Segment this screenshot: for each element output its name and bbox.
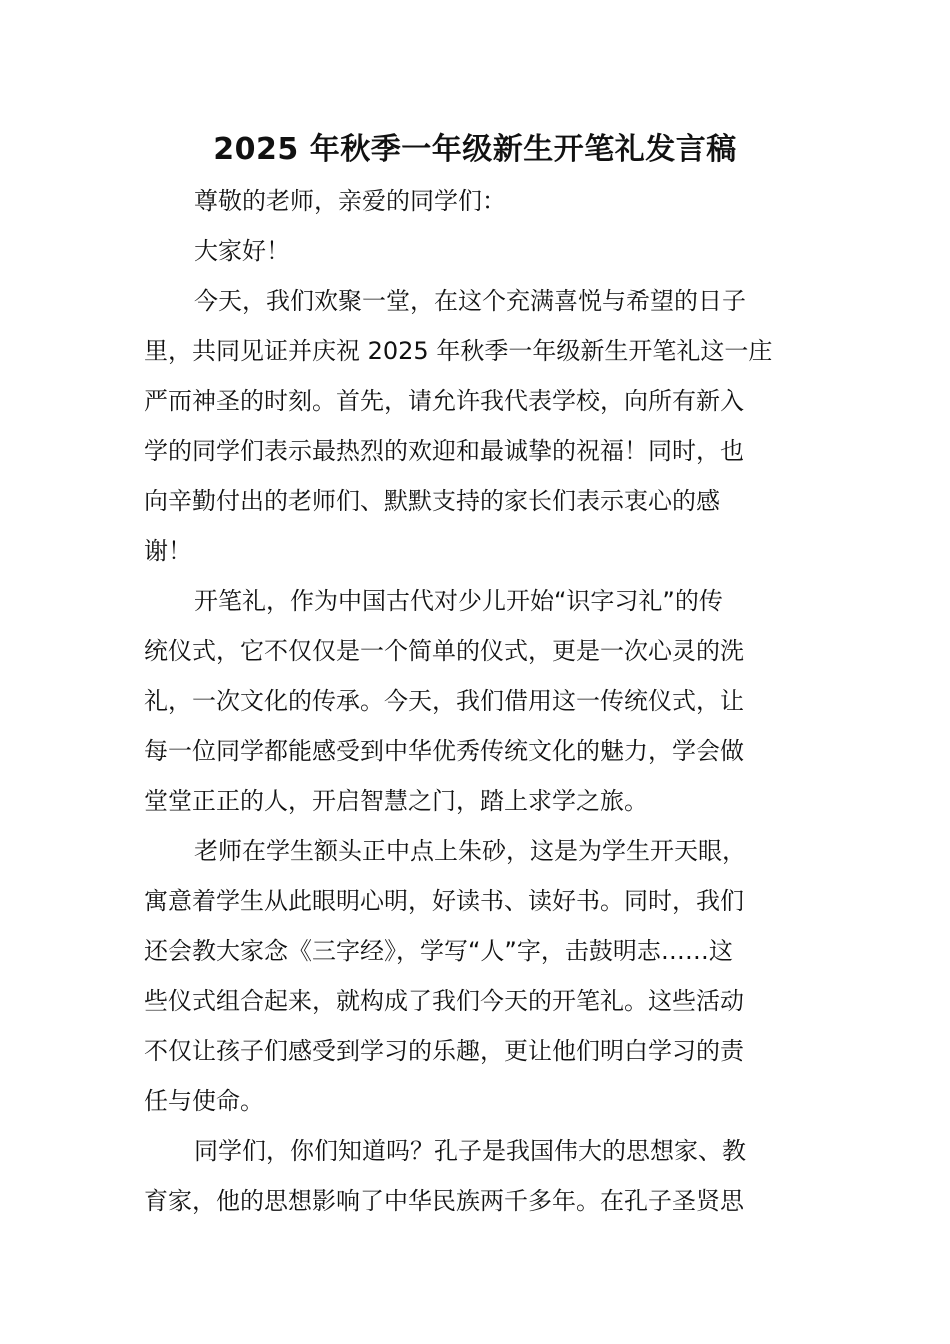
text-line: 尊敬的老师，亲爱的同学们： (194, 187, 506, 215)
text-line: 开笔礼，作为中国古代对少儿开始“识字习礼”的传 (194, 587, 723, 615)
text-line: 里，共同见证并庆祝 2025 年秋季一年级新生开笔礼这一庄 (144, 337, 773, 365)
text-line: 大家好！ (194, 237, 290, 265)
text-line: 老师在学生额头正中点上朱砂，这是为学生开天眼， (194, 837, 746, 865)
text-line: 学的同学们表示最热烈的欢迎和最诚挚的祝福！同时，也 (144, 437, 744, 465)
text-line: 向辛勤付出的老师们、默默支持的家长们表示衷心的感 (144, 487, 720, 515)
text-line: 堂堂正正的人，开启智慧之门，踏上求学之旅。 (144, 787, 648, 815)
text-line: 任与使命。 (144, 1087, 264, 1115)
text-line: 不仅让孩子们感受到学习的乐趣，更让他们明白学习的责 (144, 1037, 744, 1065)
text-line: 礼，一次文化的传承。今天，我们借用这一传统仪式，让 (144, 687, 744, 715)
document-body (144, 176, 814, 1226)
text-line: 寓意着学生从此眼明心明，好读书、读好书。同时，我们 (144, 887, 744, 915)
text-line: 严而神圣的时刻。首先，请允许我代表学校，向所有新入 (144, 387, 744, 415)
text-line: 些仪式组合起来，就构成了我们今天的开笔礼。这些活动 (144, 987, 744, 1015)
text-line: 今天，我们欢聚一堂，在这个充满喜悦与希望的日子 (194, 287, 746, 315)
document-title: 2025 年秋季一年级新生开笔礼发言稿 (213, 132, 737, 167)
text-line: 还会教大家念《三字经》，学写“人”字，击鼓明志……这 (144, 937, 733, 965)
text-line: 统仪式，它不仅仅是一个简单的仪式，更是一次心灵的洗 (144, 637, 744, 665)
text-line: 同学们，你们知道吗？孔子是我国伟大的思想家、教 (194, 1137, 746, 1165)
text-line: 育家，他的思想影响了中华民族两千多年。在孔子圣贤思 (144, 1187, 744, 1215)
text-line: 每一位同学都能感受到中华优秀传统文化的魅力，学会做 (144, 737, 744, 765)
text-line: 谢！ (144, 537, 192, 565)
